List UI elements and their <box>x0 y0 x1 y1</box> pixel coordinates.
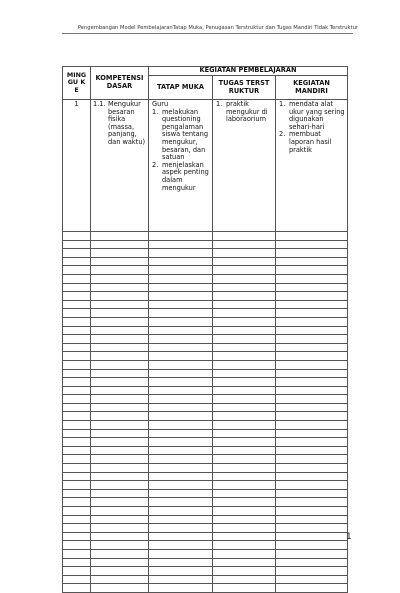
empty-cell <box>63 498 91 507</box>
empty-cell <box>91 412 149 421</box>
empty-cell <box>213 532 276 541</box>
empty-cell <box>149 549 213 558</box>
empty-cell <box>63 421 91 430</box>
empty-cell <box>63 240 91 249</box>
empty-cell <box>149 326 213 335</box>
empty-cell <box>91 309 149 318</box>
empty-cell <box>213 274 276 283</box>
empty-cell <box>276 558 348 567</box>
empty-table-row <box>63 438 348 447</box>
empty-cell <box>63 464 91 473</box>
empty-cell <box>213 481 276 490</box>
empty-cell <box>213 489 276 498</box>
empty-cell <box>91 352 149 361</box>
empty-cell <box>213 232 276 241</box>
empty-table-row <box>63 455 348 464</box>
empty-table-row <box>63 386 348 395</box>
empty-cell <box>63 300 91 309</box>
empty-table-row <box>63 481 348 490</box>
empty-cell <box>63 489 91 498</box>
empty-cell <box>276 249 348 258</box>
empty-table-row <box>63 395 348 404</box>
week-cell: 1 <box>63 100 91 232</box>
empty-cell <box>91 395 149 404</box>
empty-cell <box>91 481 149 490</box>
header-tugas-terstruktur: TUGAS TERSTRUKTUR <box>213 76 276 100</box>
empty-cell <box>276 266 348 275</box>
list-text: praktik mengukur di laboraorium <box>226 100 268 124</box>
empty-table-row <box>63 378 348 387</box>
empty-cell <box>149 507 213 516</box>
empty-table-row <box>63 558 348 567</box>
empty-cell <box>276 446 348 455</box>
empty-cell <box>149 309 213 318</box>
empty-cell <box>213 412 276 421</box>
empty-cell <box>213 266 276 275</box>
header-tatap-muka: TATAP MUKA <box>149 76 213 100</box>
empty-cell <box>276 575 348 584</box>
empty-cell <box>91 429 149 438</box>
empty-cell <box>91 472 149 481</box>
empty-table-row <box>63 567 348 576</box>
tatap-muka-cell <box>149 100 213 232</box>
empty-table-row <box>63 232 348 241</box>
empty-cell <box>91 567 149 576</box>
empty-cell <box>91 507 149 516</box>
empty-cell <box>63 532 91 541</box>
empty-cell <box>63 352 91 361</box>
empty-cell <box>91 532 149 541</box>
empty-cell <box>213 464 276 473</box>
kd-number: 1.1. <box>93 100 106 108</box>
empty-cell <box>149 240 213 249</box>
empty-cell <box>63 266 91 275</box>
empty-table-row <box>63 317 348 326</box>
empty-cell <box>149 489 213 498</box>
empty-cell <box>63 309 91 318</box>
empty-cell <box>213 403 276 412</box>
empty-cell <box>213 524 276 533</box>
empty-cell <box>276 455 348 464</box>
empty-cell <box>276 378 348 387</box>
empty-cell <box>149 464 213 473</box>
empty-table-row <box>63 292 348 301</box>
list-number: 2. <box>279 130 286 139</box>
tugas-terstruktur-cell <box>213 100 276 232</box>
empty-cell <box>91 378 149 387</box>
table-row <box>63 100 348 232</box>
empty-cell <box>63 575 91 584</box>
list-text: membuat laporan hasil praktik <box>289 130 332 154</box>
empty-cell <box>149 403 213 412</box>
empty-cell <box>63 472 91 481</box>
header-rule <box>62 33 353 34</box>
empty-cell <box>149 232 213 241</box>
empty-cell <box>276 481 348 490</box>
empty-cell <box>149 446 213 455</box>
empty-table-row <box>63 472 348 481</box>
empty-table-row <box>63 343 348 352</box>
empty-cell <box>276 515 348 524</box>
empty-cell <box>213 378 276 387</box>
empty-cell <box>213 515 276 524</box>
empty-cell <box>149 395 213 404</box>
empty-cell <box>63 558 91 567</box>
empty-cell <box>213 507 276 516</box>
kegiatan-mandiri-cell <box>276 100 348 232</box>
empty-cell <box>91 232 149 241</box>
header-week: MINGGU KE <box>63 67 91 100</box>
empty-cell <box>213 335 276 344</box>
empty-cell <box>276 360 348 369</box>
list-number: 1. <box>152 107 159 116</box>
empty-cell <box>91 541 149 550</box>
empty-cell <box>213 584 276 593</box>
empty-cell <box>91 584 149 593</box>
empty-cell <box>213 567 276 576</box>
list-number: 1. <box>279 100 286 108</box>
empty-cell <box>91 386 149 395</box>
empty-cell <box>91 292 149 301</box>
empty-cell <box>276 317 348 326</box>
empty-cell <box>213 240 276 249</box>
empty-cell <box>213 421 276 430</box>
empty-table-row <box>63 369 348 378</box>
empty-cell <box>276 403 348 412</box>
empty-cell <box>63 395 91 404</box>
empty-cell <box>91 335 149 344</box>
empty-table-row <box>63 524 348 533</box>
empty-cell <box>213 575 276 584</box>
empty-cell <box>149 429 213 438</box>
learning-plan-table <box>62 66 348 593</box>
empty-cell <box>91 360 149 369</box>
empty-table-row <box>63 549 348 558</box>
empty-cell <box>91 403 149 412</box>
empty-table-row <box>63 326 348 335</box>
empty-cell <box>276 283 348 292</box>
empty-table-row <box>63 532 348 541</box>
empty-cell <box>63 292 91 301</box>
empty-table-row <box>63 274 348 283</box>
empty-cell <box>91 464 149 473</box>
empty-cell <box>91 257 149 266</box>
empty-table-row <box>63 249 348 258</box>
empty-cell <box>149 386 213 395</box>
empty-cell <box>276 472 348 481</box>
empty-cell <box>63 386 91 395</box>
empty-cell <box>213 369 276 378</box>
empty-cell <box>276 412 348 421</box>
empty-cell <box>91 455 149 464</box>
empty-cell <box>91 524 149 533</box>
list-item <box>216 101 273 124</box>
empty-cell <box>63 549 91 558</box>
empty-cell <box>91 438 149 447</box>
empty-table-row <box>63 446 348 455</box>
empty-cell <box>213 498 276 507</box>
empty-cell <box>149 352 213 361</box>
empty-cell <box>213 300 276 309</box>
empty-cell <box>63 257 91 266</box>
empty-cell <box>276 343 348 352</box>
empty-cell <box>149 300 213 309</box>
empty-cell <box>63 360 91 369</box>
header-kegiatan: KEGIATAN PEMBELAJARAN <box>149 67 348 76</box>
empty-cell <box>213 292 276 301</box>
list-item <box>279 101 345 131</box>
empty-cell <box>276 274 348 283</box>
empty-table-row <box>63 352 348 361</box>
empty-cell <box>149 515 213 524</box>
empty-cell <box>91 489 149 498</box>
list-number: 2. <box>152 160 159 169</box>
empty-table-row <box>63 515 348 524</box>
empty-cell <box>91 300 149 309</box>
empty-cell <box>149 421 213 430</box>
empty-cell <box>63 515 91 524</box>
empty-cell <box>91 343 149 352</box>
empty-cell <box>63 326 91 335</box>
empty-cell <box>91 326 149 335</box>
empty-cell <box>63 343 91 352</box>
empty-table-row <box>63 584 348 593</box>
empty-cell <box>213 395 276 404</box>
empty-cell <box>276 421 348 430</box>
empty-cell <box>63 335 91 344</box>
empty-cell <box>149 317 213 326</box>
empty-cell <box>213 360 276 369</box>
empty-table-row <box>63 575 348 584</box>
empty-cell <box>276 507 348 516</box>
empty-cell <box>63 481 91 490</box>
empty-cell <box>91 369 149 378</box>
empty-cell <box>213 326 276 335</box>
empty-table-row <box>63 429 348 438</box>
empty-cell <box>213 455 276 464</box>
empty-cell <box>149 343 213 352</box>
empty-cell <box>63 455 91 464</box>
empty-cell <box>213 446 276 455</box>
list-number: 1. <box>216 100 223 108</box>
empty-cell <box>276 257 348 266</box>
empty-cell <box>149 472 213 481</box>
empty-cell <box>63 429 91 438</box>
empty-cell <box>276 524 348 533</box>
empty-table-row <box>63 464 348 473</box>
empty-table-row <box>63 240 348 249</box>
empty-cell <box>276 326 348 335</box>
empty-cell <box>63 232 91 241</box>
kd-cell <box>91 100 149 232</box>
empty-cell <box>149 524 213 533</box>
empty-cell <box>149 567 213 576</box>
empty-cell <box>276 438 348 447</box>
empty-cell <box>63 378 91 387</box>
header-kd: KOMPETENSI DASAR <box>91 67 149 100</box>
empty-cell <box>149 266 213 275</box>
empty-cell <box>149 558 213 567</box>
empty-cell <box>91 240 149 249</box>
empty-table-row <box>63 412 348 421</box>
empty-cell <box>149 575 213 584</box>
empty-cell <box>91 421 149 430</box>
empty-cell <box>63 446 91 455</box>
empty-cell <box>91 317 149 326</box>
list-item <box>279 131 345 154</box>
empty-cell <box>91 498 149 507</box>
empty-cell <box>149 335 213 344</box>
empty-cell <box>91 515 149 524</box>
empty-cell <box>63 317 91 326</box>
empty-cell <box>91 549 149 558</box>
list-text: melakukan questioning pengalaman siswa tentang mengukur, besaran, dan satuan <box>162 107 209 162</box>
empty-cell <box>149 532 213 541</box>
empty-cell <box>276 232 348 241</box>
empty-cell <box>149 455 213 464</box>
empty-cell <box>276 532 348 541</box>
empty-cell <box>276 395 348 404</box>
empty-table-row <box>63 507 348 516</box>
empty-cell <box>63 524 91 533</box>
empty-cell <box>276 292 348 301</box>
empty-cell <box>276 429 348 438</box>
list-text: mendata alat ukur yang sering digunakan sehari-hari <box>289 100 345 131</box>
empty-table-row <box>63 541 348 550</box>
empty-cell <box>276 335 348 344</box>
empty-cell <box>276 369 348 378</box>
empty-cell <box>213 249 276 258</box>
empty-cell <box>149 438 213 447</box>
empty-table-row <box>63 335 348 344</box>
empty-cell <box>149 249 213 258</box>
empty-cell <box>149 292 213 301</box>
empty-cell <box>63 541 91 550</box>
empty-cell <box>213 343 276 352</box>
empty-cell <box>149 584 213 593</box>
empty-cell <box>149 498 213 507</box>
empty-cell <box>213 429 276 438</box>
empty-cell <box>91 575 149 584</box>
empty-table-row <box>63 498 348 507</box>
empty-cell <box>213 541 276 550</box>
empty-cell <box>276 498 348 507</box>
empty-cell <box>276 464 348 473</box>
empty-cell <box>63 412 91 421</box>
empty-cell <box>276 489 348 498</box>
empty-table-row <box>63 266 348 275</box>
empty-cell <box>149 369 213 378</box>
empty-cell <box>63 567 91 576</box>
kd-text: Mengukur besaran fisika (massa, panjang, dan waktu) <box>108 100 146 146</box>
empty-cell <box>63 438 91 447</box>
empty-table-row <box>63 283 348 292</box>
tm-intro: Guru <box>152 100 169 108</box>
empty-cell <box>213 283 276 292</box>
empty-cell <box>213 549 276 558</box>
empty-table-row <box>63 309 348 318</box>
empty-cell <box>276 386 348 395</box>
empty-cell <box>63 283 91 292</box>
empty-cell <box>91 266 149 275</box>
empty-cell <box>213 352 276 361</box>
empty-cell <box>213 438 276 447</box>
empty-cell <box>276 541 348 550</box>
empty-table-row <box>63 403 348 412</box>
empty-cell <box>213 386 276 395</box>
empty-cell <box>63 507 91 516</box>
list-item <box>152 162 210 192</box>
empty-cell <box>91 446 149 455</box>
empty-cell <box>276 352 348 361</box>
empty-cell <box>213 558 276 567</box>
empty-cell <box>276 567 348 576</box>
empty-cell <box>276 240 348 249</box>
empty-cell <box>213 257 276 266</box>
empty-cell <box>63 274 91 283</box>
empty-table-row <box>63 360 348 369</box>
empty-cell <box>149 412 213 421</box>
page-number: 1 <box>346 532 352 542</box>
empty-cell <box>149 541 213 550</box>
empty-table-row <box>63 489 348 498</box>
header-kegiatan-mandiri: KEGIATAN MANDIRI <box>276 76 348 100</box>
empty-cell <box>149 283 213 292</box>
empty-cell <box>149 274 213 283</box>
list-text: menjelaskan aspek penting dalam mengukur <box>162 160 209 192</box>
empty-cell <box>276 549 348 558</box>
empty-cell <box>276 309 348 318</box>
empty-cell <box>91 274 149 283</box>
empty-table-row <box>63 421 348 430</box>
empty-cell <box>63 369 91 378</box>
empty-cell <box>91 558 149 567</box>
empty-cell <box>276 300 348 309</box>
list-item <box>152 109 210 162</box>
empty-cell <box>91 283 149 292</box>
empty-cell <box>63 584 91 593</box>
running-header: Pengembangan Model PembelajaranTatap Muka, Penugasan Terstruktur dan Tugas Mandiri Tidak Terstruktur <box>77 25 358 31</box>
empty-cell <box>149 378 213 387</box>
empty-cell <box>213 472 276 481</box>
empty-cell <box>149 481 213 490</box>
empty-table-row <box>63 300 348 309</box>
empty-cell <box>213 309 276 318</box>
empty-cell <box>149 360 213 369</box>
empty-cell <box>149 257 213 266</box>
empty-table-row <box>63 257 348 266</box>
empty-cell <box>63 249 91 258</box>
empty-cell <box>213 317 276 326</box>
empty-cell <box>91 249 149 258</box>
empty-cell <box>63 403 91 412</box>
empty-cell <box>276 584 348 593</box>
